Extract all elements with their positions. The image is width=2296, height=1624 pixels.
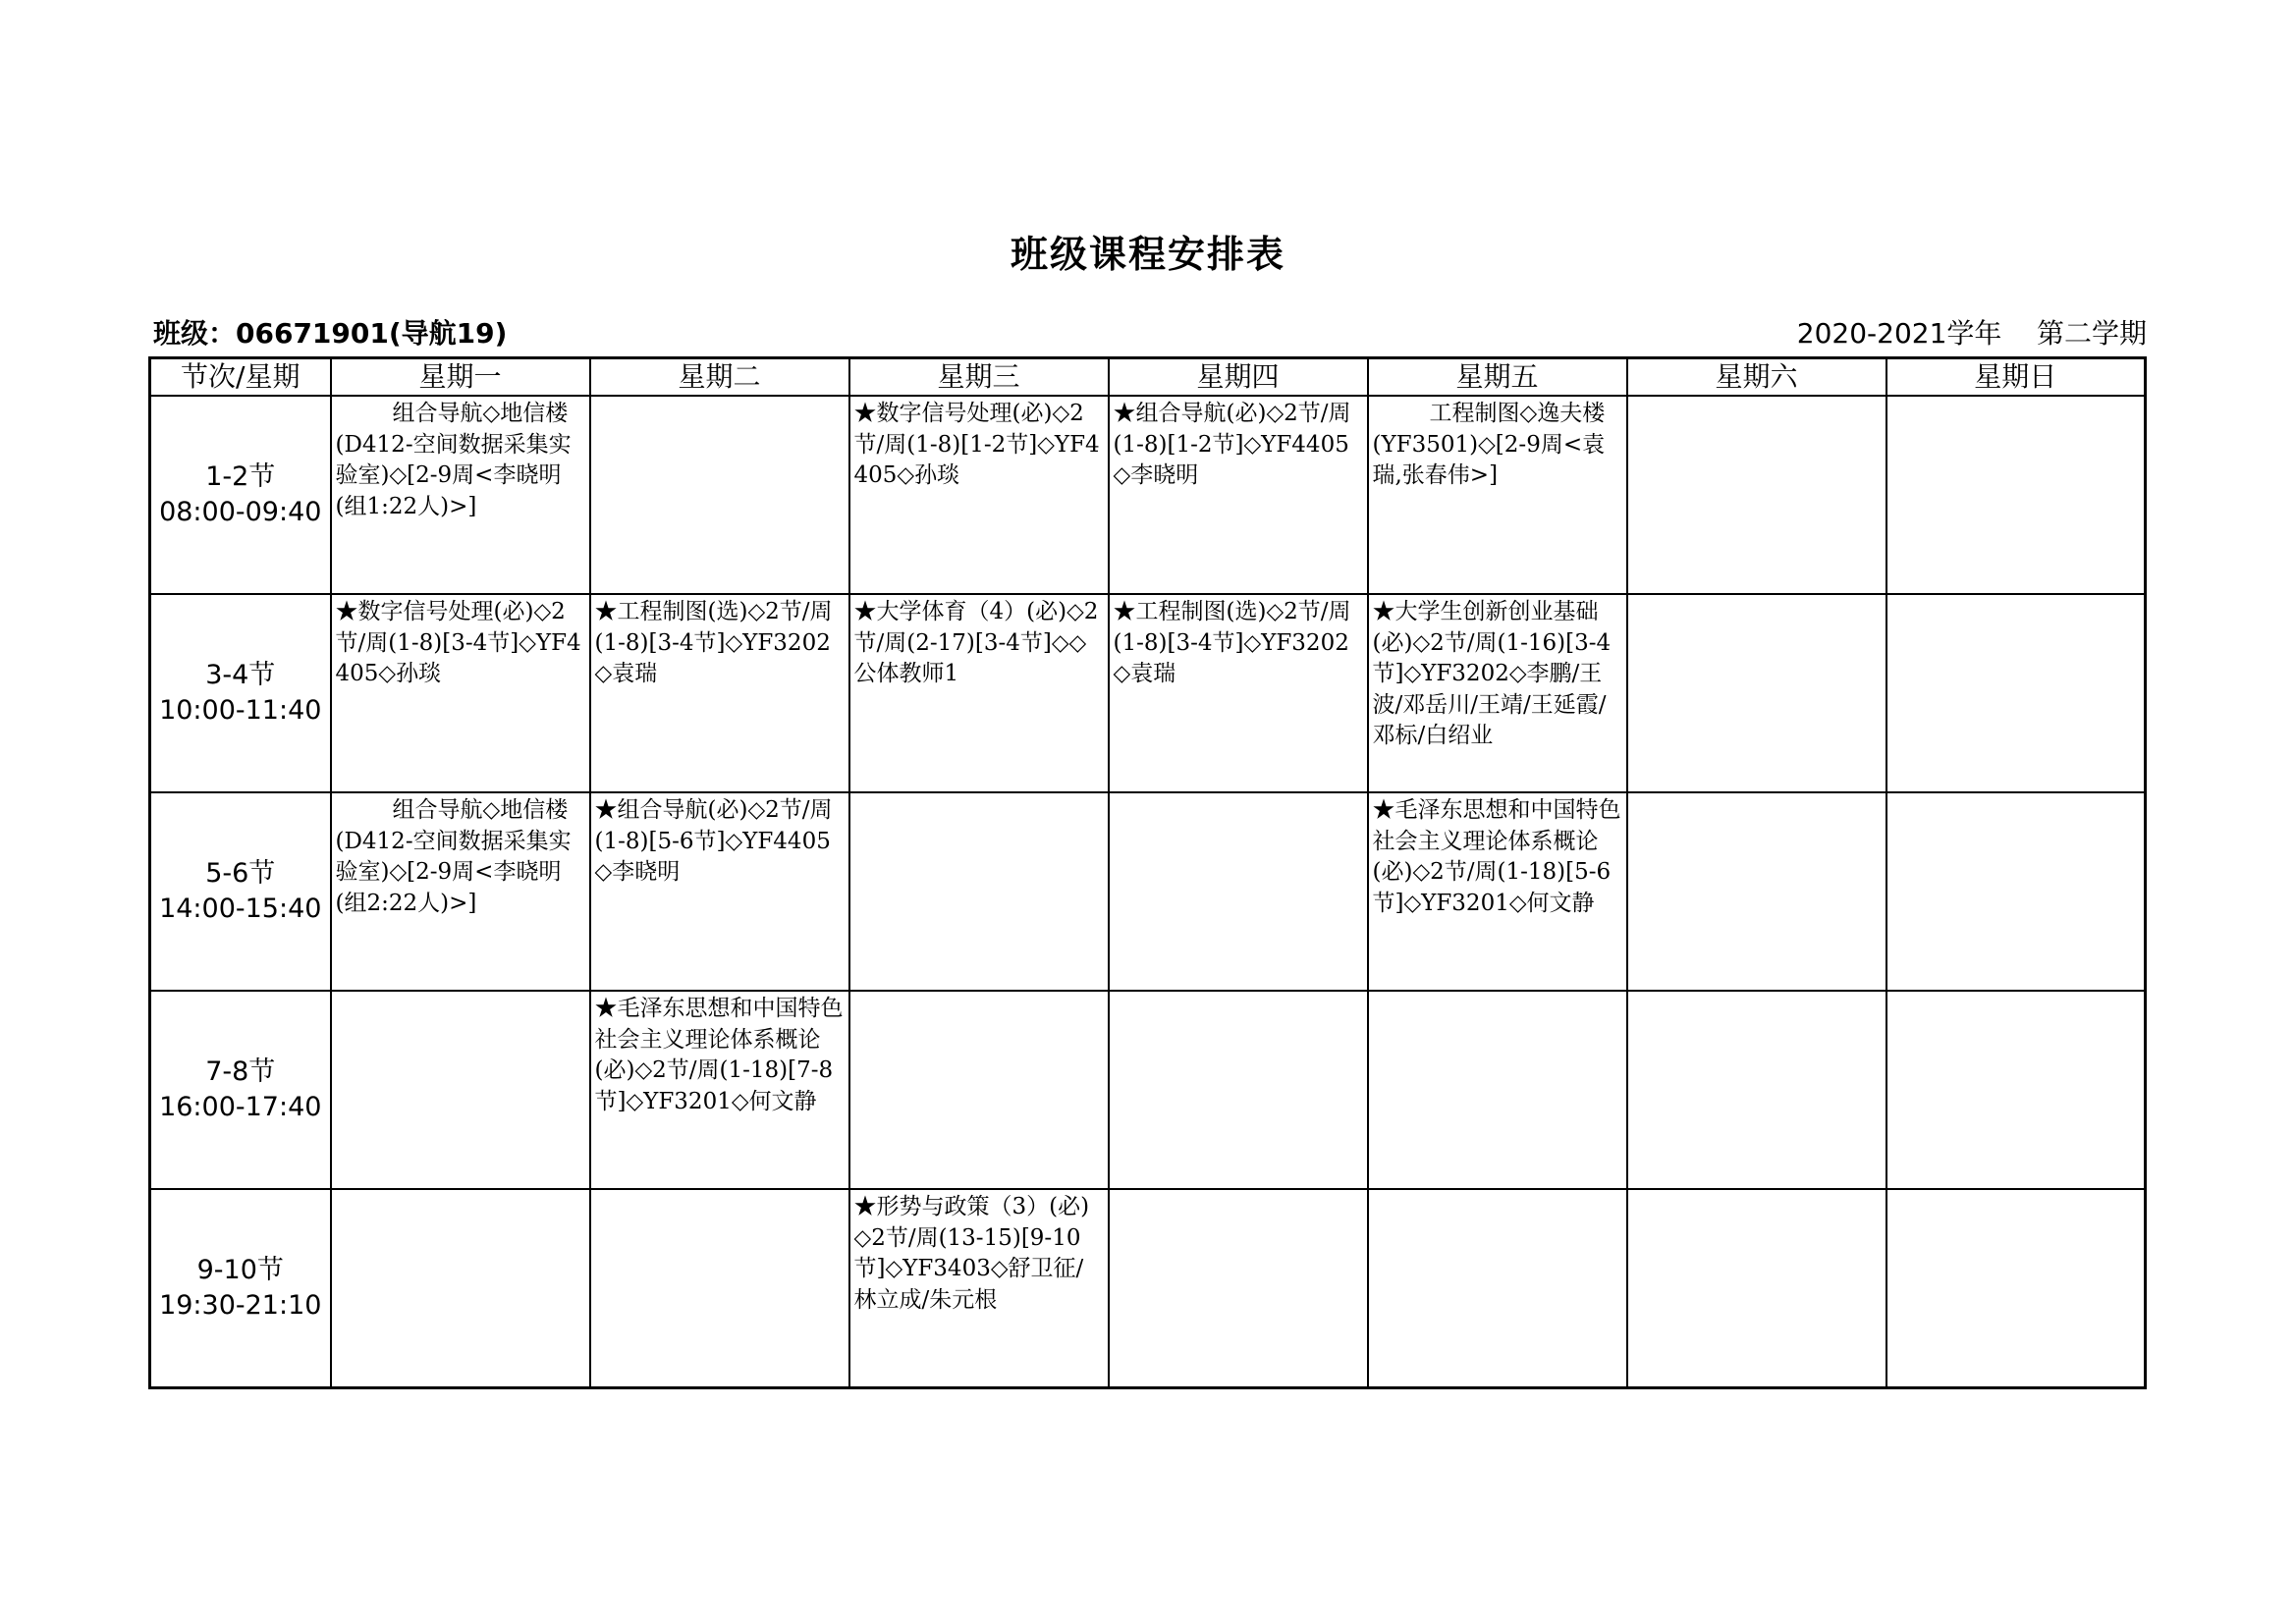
- course-entry: [1887, 992, 2145, 994]
- day-header: 星期日: [1886, 358, 2146, 397]
- schedule-cell: [1627, 991, 1886, 1189]
- period-row: [150, 1189, 2146, 1388]
- course-entry: [1628, 793, 1886, 795]
- schedule-cell: [1886, 991, 2146, 1189]
- period-cell: [150, 396, 331, 594]
- course-entry: [332, 1190, 589, 1192]
- schedule-cell: [1368, 792, 1627, 991]
- schedule-cell: [1368, 594, 1627, 792]
- schedule-cell: [331, 1189, 590, 1388]
- period-time: 08:00-09:40: [159, 497, 322, 527]
- course-entry: [1110, 793, 1367, 795]
- schedule-cell: [849, 594, 1109, 792]
- course-entry: [1628, 397, 1886, 399]
- course-entry: ★数字信号处理(必)◇2节/周(1-8)[3-4节]◇YF4405◇孙琰: [335, 599, 581, 686]
- class-label: 班级：06671901(导航19): [153, 317, 508, 350]
- course-entry: [332, 992, 589, 994]
- course-entry: [1628, 1190, 1886, 1192]
- schedule-cell: [849, 792, 1109, 991]
- schedule-cell: [331, 792, 590, 991]
- schedule-cell: [1886, 594, 2146, 792]
- schedule-cell: [1368, 991, 1627, 1189]
- day-header: 星期四: [1109, 358, 1368, 397]
- period-name: 1-2节: [205, 461, 276, 492]
- period-row: [150, 396, 2146, 594]
- day-header: 星期一: [331, 358, 590, 397]
- course-entry: ★大学生创新创业基础(必)◇2节/周(1-16)[3-4节]◇YF3202◇李鹏/王波/邓岳川/王靖/王延霞/邓标/白绍业: [1372, 599, 1612, 748]
- schedule-cell: [1886, 792, 2146, 991]
- period-name: 3-4节: [205, 660, 276, 690]
- corner-header: 节次/星期: [150, 358, 331, 397]
- period-name: 9-10节: [196, 1255, 284, 1285]
- course-entry: [1887, 793, 2145, 795]
- schedule-cell: [590, 594, 849, 792]
- course-entry: 组合导航◇地信楼(D412-空间数据采集实验室)◇[2-9周<李晓明(组2:22人)>]: [335, 797, 572, 916]
- schedule-cell: [331, 594, 590, 792]
- course-entry: [591, 397, 848, 399]
- schedule-cell: [1627, 792, 1886, 991]
- header-row: [150, 358, 2146, 397]
- course-entry: [1628, 992, 1886, 994]
- schedule-cell: [1627, 396, 1886, 594]
- course-entry: ★大学体育（4）(必)◇2节/周(2-17)[3-4节]◇◇公体教师1: [853, 599, 1099, 686]
- schedule-cell: [1109, 991, 1368, 1189]
- schedule-cell: [1627, 1189, 1886, 1388]
- course-entry: [850, 992, 1108, 994]
- schedule-cell: [1109, 1189, 1368, 1388]
- period-time: 14:00-15:40: [159, 893, 322, 924]
- period-time: 16:00-17:40: [159, 1092, 322, 1122]
- period-cell: [150, 1189, 331, 1388]
- schedule-cell: [1109, 594, 1368, 792]
- course-entry: [1887, 1190, 2145, 1192]
- course-entry: [1369, 1190, 1626, 1192]
- schedule-cell: [590, 396, 849, 594]
- course-entry: [1628, 595, 1886, 597]
- schedule-cell: [1109, 396, 1368, 594]
- schedule-cell: [1886, 1189, 2146, 1388]
- schedule-cell: [1109, 792, 1368, 991]
- day-header: 星期六: [1627, 358, 1886, 397]
- course-entry: [1887, 595, 2145, 597]
- period-cell: [150, 792, 331, 991]
- course-entry: [1110, 1190, 1367, 1192]
- day-header: 星期三: [849, 358, 1109, 397]
- day-header: 星期五: [1368, 358, 1627, 397]
- schedule-table: [148, 356, 2147, 1389]
- schedule-cell: [1886, 396, 2146, 594]
- course-entry: ★工程制图(选)◇2节/周(1-8)[3-4节]◇YF3202◇袁瑞: [1113, 599, 1351, 686]
- page-title: 班级课程安排表: [1010, 233, 1285, 276]
- schedule-cell: [849, 396, 1109, 594]
- schedule-cell: [331, 396, 590, 594]
- schedule-cell: [590, 792, 849, 991]
- period-name: 7-8节: [205, 1056, 276, 1087]
- schedule-cell: [1627, 594, 1886, 792]
- course-entry: 组合导航◇地信楼(D412-空间数据采集实验室)◇[2-9周<李晓明(组1:22人)>]: [335, 401, 572, 519]
- course-entry: ★工程制图(选)◇2节/周(1-8)[3-4节]◇YF3202◇袁瑞: [594, 599, 833, 686]
- course-entry: 工程制图◇逸夫楼(YF3501)◇[2-9周<袁瑞,张春伟>]: [1372, 401, 1606, 488]
- course-entry: [850, 793, 1108, 795]
- course-entry: ★数字信号处理(必)◇2节/周(1-8)[1-2节]◇YF4405◇孙琰: [853, 401, 1100, 488]
- schedule-cell: [849, 1189, 1109, 1388]
- period-time: 10:00-11:40: [159, 695, 322, 726]
- period-name: 5-6节: [205, 858, 276, 889]
- schedule-cell: [590, 1189, 849, 1388]
- period-time: 19:30-21:10: [159, 1290, 322, 1321]
- term-label: 2020-2021学年 第二学期: [1796, 317, 2147, 350]
- course-entry: ★形势与政策（3）(必)◇2节/周(13-15)[9-10节]◇YF3403◇舒卫征/林立成/朱元根: [853, 1194, 1090, 1313]
- schedule-cell: [331, 991, 590, 1189]
- schedule-cell: [849, 991, 1109, 1189]
- period-row: [150, 594, 2146, 792]
- period-cell: [150, 594, 331, 792]
- period-row: [150, 792, 2146, 991]
- course-entry: [1110, 992, 1367, 994]
- schedule-cell: [1368, 396, 1627, 594]
- course-entry: [591, 1190, 848, 1192]
- course-entry: ★毛泽东思想和中国特色社会主义理论体系概论(必)◇2节/周(1-18)[7-8节]◇YF3201◇何文静: [594, 996, 844, 1114]
- course-entry: [1369, 992, 1626, 994]
- period-cell: [150, 991, 331, 1189]
- course-entry: ★组合导航(必)◇2节/周(1-8)[1-2节]◇YF4405◇李晓明: [1113, 401, 1351, 488]
- day-header: 星期二: [590, 358, 849, 397]
- course-entry: ★组合导航(必)◇2节/周(1-8)[5-6节]◇YF4405◇李晓明: [594, 797, 833, 885]
- schedule-cell: [590, 991, 849, 1189]
- course-entry: [1887, 397, 2145, 399]
- period-row: [150, 991, 2146, 1189]
- course-entry: ★毛泽东思想和中国特色社会主义理论体系概论(必)◇2节/周(1-18)[5-6节]◇YF3201◇何文静: [1372, 797, 1621, 916]
- schedule-cell: [1368, 1189, 1627, 1388]
